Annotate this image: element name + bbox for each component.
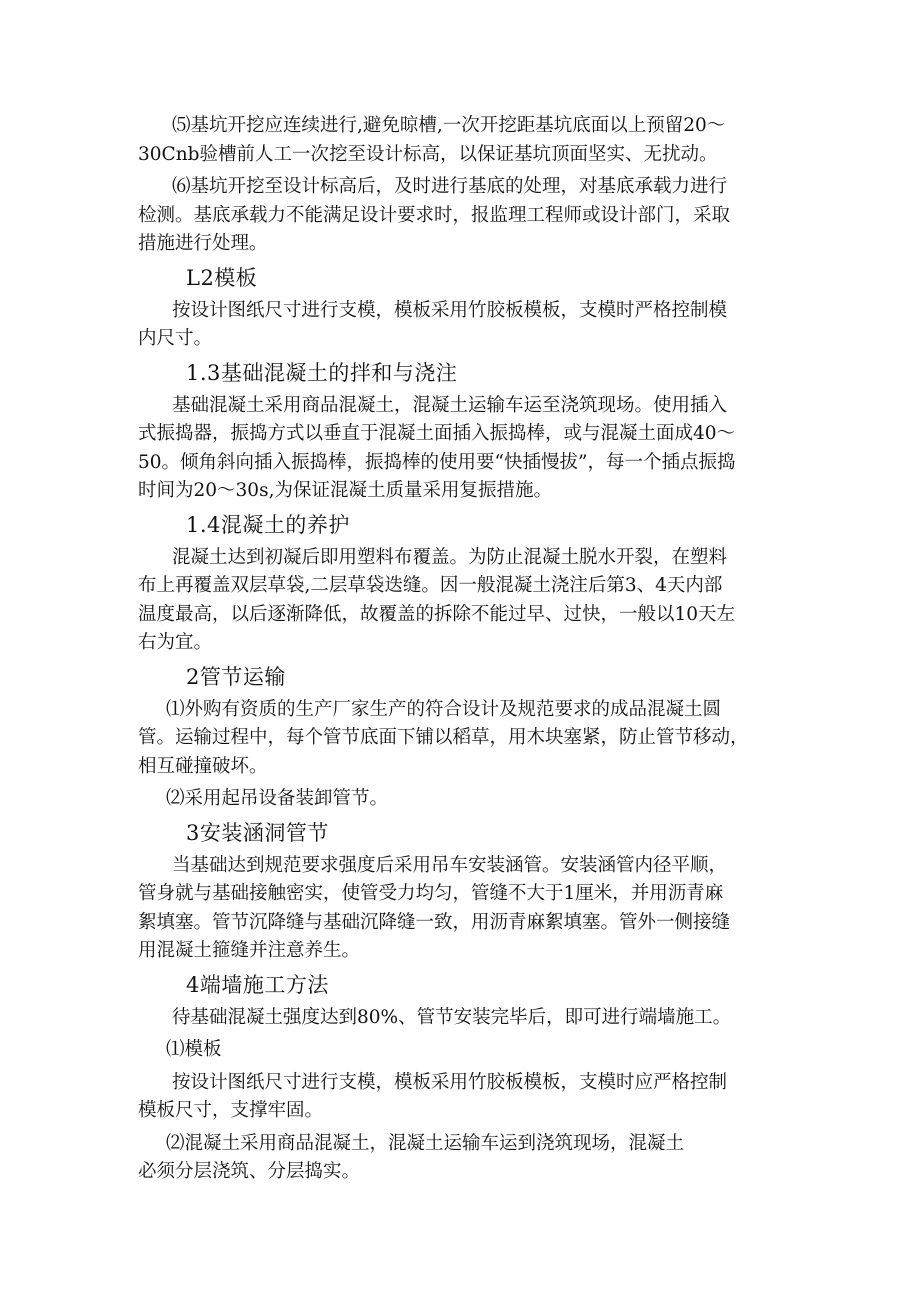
text-line: ⑴模板 — [166, 1039, 222, 1060]
heading-formwork: L2模板 — [186, 265, 258, 290]
heading-concrete-curing: 1.4混凝土的养护 — [186, 512, 350, 537]
text-line: ⑵采用起吊设备装卸管节。 — [166, 788, 389, 809]
text-line: ⑴外购有资质的生产厂家生产的符合设计及规范要求的成品混凝土圆 — [166, 698, 722, 720]
text-line: 措施进行处理。 — [138, 233, 268, 254]
paragraph-install-culvert — [138, 852, 788, 966]
text-line: 用混凝土箍缝并注意养生。 — [138, 940, 361, 961]
text-line: 30Cnb验槽前人工一次挖至设计标高，以保证基坑顶面坚实、无扰动。 — [138, 143, 718, 165]
text-line: 模板尺寸，支撑牢固。 — [138, 1100, 324, 1121]
heading-install-culvert: 3安装涵洞管节 — [186, 820, 329, 845]
text-line: 管。运输过程中，每个管节底面下铺以稻草，用木块塞紧，防止管节移动， — [138, 727, 749, 748]
text-line: 50。倾角斜向插入振捣棒，振捣棒的使用要“快插慢拔”，每一个插点振捣 — [138, 451, 736, 473]
text-line: 待基础混凝土强度达到80%、管节安装完毕后，即可进行端墙施工。 — [172, 1006, 732, 1028]
document-page — [138, 112, 788, 1191]
paragraph-excavation-base — [138, 173, 788, 259]
text-line: 右为宜。 — [138, 632, 213, 653]
text-line: ⑹基坑开挖至设计标高后，及时进行基底的处理，对基底承载力进行 — [172, 176, 728, 197]
text-line: ⑵混凝土采用商品混凝土，混凝土运输车运到浇筑现场，混凝土 — [166, 1132, 685, 1154]
text-line: 布上再覆盖双层草袋,二层草袋迭缝。因一般混凝土浇注后第3、4天内部 — [138, 575, 723, 596]
text-line: 温度最高，以后逐渐降低，故覆盖的拆除不能过早、过快，一般以10天左 — [138, 603, 736, 625]
paragraph-pipe-transport — [138, 696, 788, 782]
text-line: 混凝土达到初凝后即用塑料布覆盖。为防止混凝土脱水开裂，在塑料 — [172, 546, 728, 568]
heading-concrete-pouring: 1.3基础混凝土的拌和与浇注 — [186, 360, 458, 385]
text-line: 式振捣器，振捣方式以垂直于混凝土面插入振捣棒，或与混凝土面成40～ — [138, 423, 736, 444]
paragraph-end-wall-formwork-label — [138, 1036, 788, 1065]
paragraph-concrete-curing — [138, 544, 788, 658]
text-line: 时间为20～30s,为保证混凝土质量采用复振措施。 — [138, 480, 552, 501]
heading-pipe-transport: 2管节运输 — [186, 664, 286, 689]
paragraph-concrete-pouring — [138, 392, 788, 506]
text-line: 当基础达到规范要求强度后采用吊车安装涵管。安装涵管内径平顺， — [172, 854, 728, 876]
paragraph-end-wall-concrete — [138, 1130, 788, 1187]
text-line: 管身就与基础接触密实，使管受力均匀，管缝不大于1厘米，并用沥青麻 — [138, 883, 724, 904]
heading-end-wall: 4端墙施工方法 — [186, 972, 329, 997]
paragraph-end-wall — [138, 1004, 788, 1033]
text-line: 相互碰撞破坏。 — [138, 755, 268, 777]
text-line: ⑸基坑开挖应连续进行,避免晾槽,一次开挖距基坑底面以上预留20～ — [172, 115, 726, 136]
text-line: 絮填塞。管节沉降缝与基础沉降缝一致，用沥青麻絮填塞。管外一侧接缝 — [138, 911, 731, 933]
text-line: 按设计图纸尺寸进行支模，模板采用竹胶板模板，支模时严格控制模 — [172, 299, 728, 321]
paragraph-pipe-lifting — [138, 785, 788, 814]
text-line: 基础混凝土采用商品混凝土，混凝土运输车运至浇筑现场。使用插入 — [172, 394, 728, 416]
paragraph-excavation-continuous — [138, 112, 788, 169]
paragraph-end-wall-formwork — [138, 1069, 788, 1126]
text-line: 必须分层浇筑、分层捣实。 — [138, 1161, 361, 1182]
text-line: 检测。基底承载力不能满足设计要求时，报监理工程师或设计部门，采取 — [138, 204, 731, 226]
text-line: 按设计图纸尺寸进行支模，模板采用竹胶板模板，支模时应严格控制 — [172, 1071, 728, 1093]
text-line: 内尺寸。 — [138, 328, 213, 349]
paragraph-formwork — [138, 297, 788, 354]
